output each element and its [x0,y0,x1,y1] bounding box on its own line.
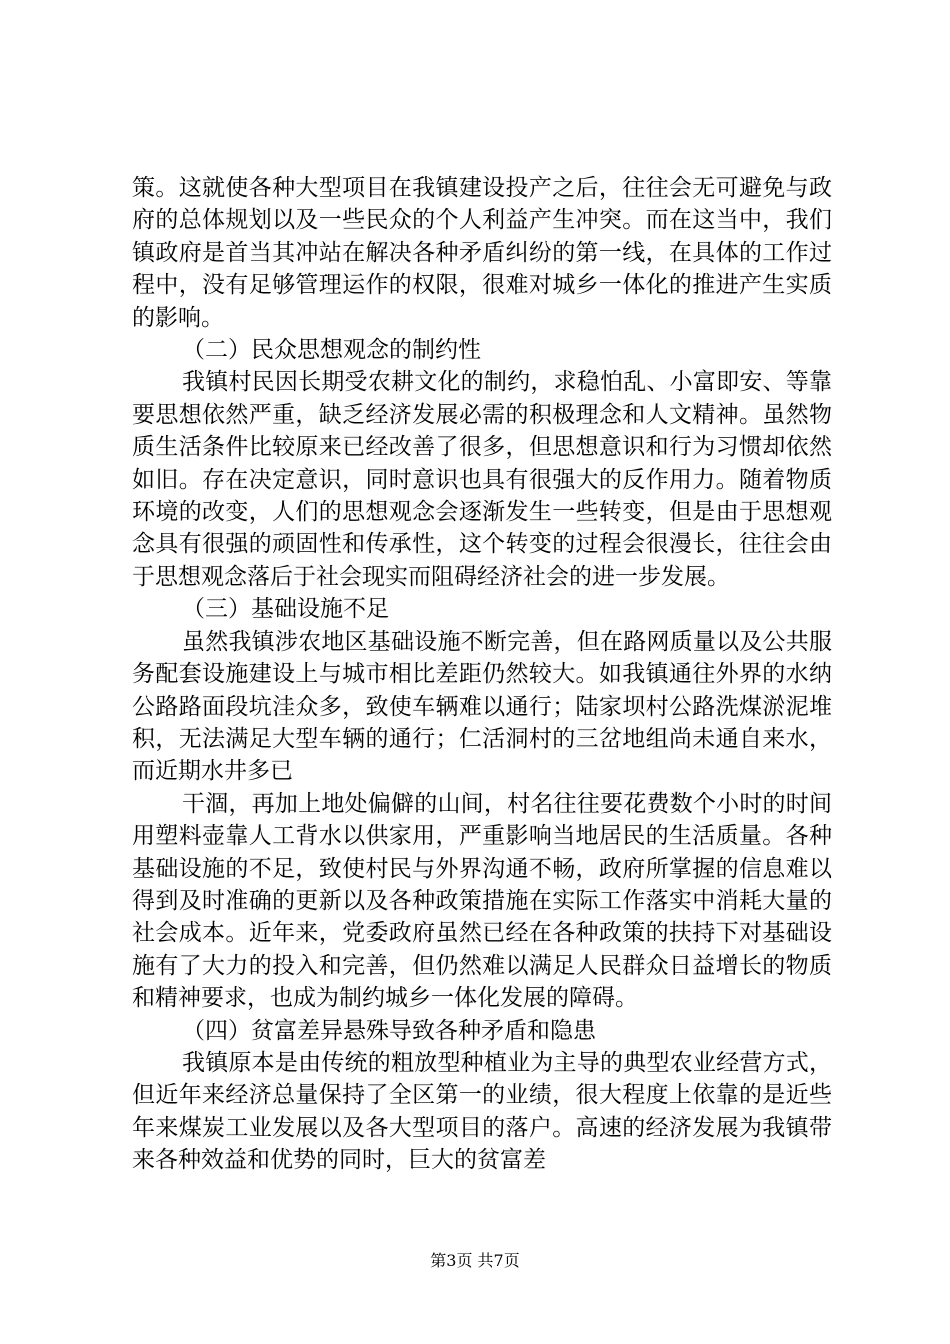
paragraph-mindset: 我镇村民因长期受农耕文化的制约，求稳怕乱、小富即安、等靠要思想依然严重，缺乏经济发展必需的积极理念和人文精神。虽然物质生活条件比较原来已经改善了很多，但思想意识和行为习惯却依然如旧。存在决定意识，同时意识也具有很强大的反作用力。随着物质环境的改变，人们的思想观念会逐渐发生一些转变，但是由于思想观念具有很强的顽固性和传承性，这个转变的过程会很漫长，往往会由于思想观念落后于社会现实而阻碍经济社会的进一步发展。 [132,369,832,590]
section-heading-2: （二）民众思想观念的制约性 [182,337,481,364]
document-body [132,172,832,1177]
paragraph-infrastructure-1: 虽然我镇涉农地区基础设施不断完善，但在路网质量以及公共服务配套设施建设上与城市相比差距仍然较大。如我镇通往外界的水纳公路路面段坑洼众多，致使车辆难以通行；陆家坝村公路洗煤淤泥堆积，无法满足大型车辆的通行；仁活洞村的三岔地组尚未通自来水，而近期水井多已 [132,628,832,785]
page-number-footer: 第3页 共7页 [430,1251,520,1270]
paragraph-wealth-gap: 我镇原本是由传统的粗放型种植业为主导的典型农业经营方式，但近年来经济总量保持了全区第一的业绩，很大程度上依靠的是近些年来煤炭工业发展以及各大型项目的落户。高速的经济发展为我镇带来各种效益和优势的同时，巨大的贫富差 [132,1049,832,1174]
section-heading-4: （四）贫富差异悬殊导致各种矛盾和隐患 [182,1017,596,1044]
section-heading-3: （三）基础设施不足 [182,596,389,623]
paragraph-infrastructure-2: 干涸，再加上地处偏僻的山间，村名往往要花费数个小时的时间用塑料壶靠人工背水以供家用，严重影响当地居民的生活质量。各种基础设施的不足，致使村民与外界沟通不畅，政府所掌握的信息难以得到及时准确的更新以及各种政策措施在实际工作落实中消耗大量的社会成本。近年来，党委政府虽然已经在各种政策的扶持下对基础设施有了大力的投入和完善，但仍然难以满足人民群众日益增长的物质和精神要求，也成为制约城乡一体化发展的障碍。 [132,790,832,1012]
paragraph-intro: 策。这就使各种大型项目在我镇建设投产之后，往往会无可避免与政府的总体规划以及一些民众的个人利益产生冲突。而在这当中，我们镇政府是首当其冲站在解决各种矛盾纠纷的第一线，在具体的工作过程中，没有足够管理运作的权限，很难对城乡一体化的推进产生实质的影响。 [132,175,832,331]
